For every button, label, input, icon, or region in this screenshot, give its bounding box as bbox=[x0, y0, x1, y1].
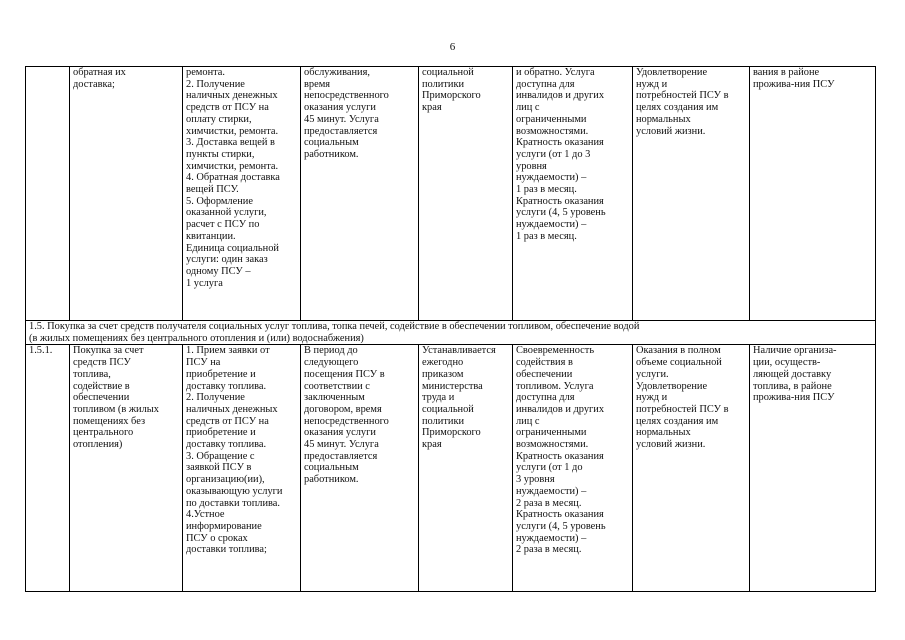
cell-text-line: Своевременность bbox=[516, 345, 595, 357]
cell-service-name bbox=[70, 345, 183, 592]
cell-text-line: топливом (в жилых bbox=[73, 403, 159, 415]
section-header-row bbox=[26, 321, 876, 345]
cell-text-line: нуждаемости) – bbox=[516, 532, 587, 544]
cell-text-line: доставка; bbox=[73, 78, 115, 90]
cell-text-line: политики bbox=[422, 78, 465, 90]
cell-text-line: целях создания им bbox=[636, 415, 719, 427]
cell-conditions bbox=[513, 67, 633, 321]
cell-text-line: квитанции. bbox=[186, 230, 236, 242]
cell-text-line: В период до bbox=[304, 345, 358, 357]
cell-text-line: ПСУ о сроках bbox=[186, 532, 248, 544]
cell-text-line: Устанавливается bbox=[422, 345, 496, 357]
cell-number: 1.5.1. bbox=[26, 345, 70, 592]
cell-text-line: труда и bbox=[422, 392, 455, 404]
cell-text-line: 4. Обратная доставка bbox=[186, 172, 280, 184]
cell-text-line: следующего bbox=[304, 357, 359, 369]
cell-text-line: края bbox=[422, 439, 442, 451]
cell-text-line: услуги: один заказ bbox=[186, 254, 268, 266]
cell-text-line: 1. Прием заявки от bbox=[186, 345, 270, 357]
cell-text-line: политики bbox=[422, 415, 465, 427]
cell-number bbox=[26, 67, 70, 321]
cell-text-line: работником. bbox=[304, 148, 359, 160]
section-header bbox=[26, 321, 876, 345]
table-row bbox=[26, 67, 876, 321]
cell-text-line: прожива-ния ПСУ bbox=[753, 392, 835, 404]
cell-service-time bbox=[301, 345, 419, 592]
cell-text-line: 2. Получение bbox=[186, 78, 245, 90]
cell-text-line: приказом bbox=[422, 368, 464, 380]
cell-evaluation bbox=[750, 67, 876, 321]
cell-text-line: 2 раза в месяц. bbox=[516, 497, 582, 509]
cell-tariff bbox=[419, 345, 513, 592]
cell-text-line: целях создания им bbox=[636, 102, 719, 114]
cell-text-line: время bbox=[304, 78, 331, 90]
cell-text-line: средств от ПСУ на bbox=[186, 102, 269, 114]
cell-text-line: социальной bbox=[422, 67, 474, 78]
cell-text-line: лиц с bbox=[516, 415, 540, 427]
section-header-line-2: (в жилых помещениях без центрального отопления и (или) водоснабжения) bbox=[29, 332, 364, 344]
cell-text-line: ПСУ на bbox=[186, 357, 221, 369]
cell-text-line: работником. bbox=[304, 474, 359, 486]
cell-text-line: непосредственного bbox=[304, 415, 389, 427]
cell-text-line: нормальных bbox=[636, 427, 691, 439]
cell-text-line: химчистки, ремонта. bbox=[186, 160, 279, 172]
cell-text-line: нужд и bbox=[636, 78, 668, 90]
cell-text-line: инвалидов и других bbox=[516, 90, 605, 102]
cell-text-line: ляющей доставку bbox=[753, 368, 832, 380]
cell-quality-indicators bbox=[633, 345, 750, 592]
cell-text-line: оказания услуги bbox=[304, 102, 376, 114]
cell-text-line: и обратно. Услуга bbox=[516, 67, 595, 78]
cell-service-content bbox=[183, 67, 301, 321]
cell-text-line: 4.Устное bbox=[186, 509, 225, 521]
cell-text-line: 3. Доставка вещей в bbox=[186, 137, 275, 149]
cell-text-line: уровня bbox=[516, 160, 547, 172]
cell-text-line: прожива-ния ПСУ bbox=[753, 78, 835, 90]
cell-text-line: ции, осуществ- bbox=[753, 357, 821, 369]
cell-text-line: заключенным bbox=[304, 392, 365, 404]
cell-text-line: заявкой ПСУ в bbox=[186, 462, 252, 474]
cell-text-line: наличных денежных bbox=[186, 403, 278, 415]
cell-text-line: оказания услуги bbox=[304, 427, 376, 439]
cell-text-line: оказывающую услуги bbox=[186, 485, 283, 497]
cell-text-line: 3. Обращение с bbox=[186, 450, 255, 462]
cell-text-line: топлива, bbox=[73, 368, 111, 380]
cell-text-line: нуждаемости) – bbox=[516, 485, 587, 497]
cell-text-line: 2 раза в месяц. bbox=[516, 544, 582, 556]
cell-text-line: доставку топлива. bbox=[186, 439, 267, 451]
cell-text-line: нуждаемости) – bbox=[516, 219, 587, 231]
cell-text-line: социальной bbox=[422, 403, 474, 415]
cell-service-time bbox=[301, 67, 419, 321]
cell-text-line: приобретение и bbox=[186, 427, 256, 439]
cell-text-line: ограниченными bbox=[516, 113, 587, 125]
cell-text-line: обратная их bbox=[73, 67, 126, 78]
cell-text-line: оплату стирки, bbox=[186, 113, 252, 125]
cell-text-line: помещениях без bbox=[73, 415, 146, 427]
cell-text-line: министерства bbox=[422, 380, 483, 392]
cell-text-line: Приморского bbox=[422, 427, 481, 439]
cell-text-line: доступна для bbox=[516, 392, 575, 404]
cell-text-line: условий жизни. bbox=[636, 439, 706, 451]
cell-text-line: по доставки топлива. bbox=[186, 497, 280, 509]
cell-conditions bbox=[513, 345, 633, 592]
cell-text-line: 45 минут. Услуга bbox=[304, 113, 379, 125]
cell-service-name bbox=[70, 67, 183, 321]
cell-text-line: химчистки, ремонта. bbox=[186, 125, 279, 137]
cell-text-line: ремонта. bbox=[186, 67, 226, 78]
cell-text-line: края bbox=[422, 102, 442, 114]
cell-text-line: нормальных bbox=[636, 113, 691, 125]
cell-text-line: 2. Получение bbox=[186, 392, 245, 404]
cell-text-line: топливом. Услуга bbox=[516, 380, 594, 392]
cell-text-line: услуги (4, 5 уровень bbox=[516, 520, 606, 532]
cell-text-line: Кратность оказания bbox=[516, 137, 604, 149]
cell-text-line: 45 минут. Услуга bbox=[304, 439, 379, 451]
cell-text-line: посещения ПСУ в bbox=[304, 368, 385, 380]
cell-text-line: доступна для bbox=[516, 78, 575, 90]
cell-text-line: потребностей ПСУ в bbox=[636, 90, 729, 102]
services-table bbox=[25, 66, 876, 592]
cell-text-line: одному ПСУ – bbox=[186, 265, 251, 277]
cell-text-line: Покупка за счет bbox=[73, 345, 144, 357]
cell-text-line: оказанной услуги, bbox=[186, 207, 267, 219]
cell-evaluation bbox=[750, 345, 876, 592]
table-row bbox=[26, 345, 876, 592]
cell-text-line: услуги (4, 5 уровень bbox=[516, 207, 606, 219]
cell-text-line: Кратность оказания bbox=[516, 195, 604, 207]
cell-text-line: услуги. bbox=[636, 368, 669, 380]
cell-text-line: содействия в bbox=[516, 357, 573, 369]
cell-text-line: Кратность оказания bbox=[516, 450, 604, 462]
cell-text-line: доставки топлива; bbox=[186, 544, 267, 556]
cell-text-line: вещей ПСУ. bbox=[186, 184, 239, 196]
cell-text-line: возможностями. bbox=[516, 125, 589, 137]
cell-text-line: Удовлетворение bbox=[636, 380, 708, 392]
cell-text-line: приобретение и bbox=[186, 368, 256, 380]
cell-text-line: отопления) bbox=[73, 439, 123, 451]
cell-text-line: договором, время bbox=[304, 403, 382, 415]
cell-text-line: социальным bbox=[304, 462, 359, 474]
cell-text-line: объеме социальной bbox=[636, 357, 722, 369]
cell-service-content bbox=[183, 345, 301, 592]
cell-text-line: наличных денежных bbox=[186, 90, 278, 102]
cell-text-line: обеспечении bbox=[516, 368, 573, 380]
cell-text-line: социальным bbox=[304, 137, 359, 149]
cell-text-line: предоставляется bbox=[304, 125, 378, 137]
cell-text-line: Приморского bbox=[422, 90, 481, 102]
cell-quality-indicators bbox=[633, 67, 750, 321]
cell-text-line: инвалидов и других bbox=[516, 403, 605, 415]
cell-text-line: непосредственного bbox=[304, 90, 389, 102]
page-number: 6 bbox=[449, 41, 456, 53]
cell-text-line: топлива, в районе bbox=[753, 380, 832, 392]
section-header-line-1: 1.5. Покупка за счет средств получателя социальных услуг топлива, топка печей, содействие в обеспечении топливом, обеспечение водой bbox=[29, 321, 640, 332]
cell-text-line: 1 раз в месяц. bbox=[516, 184, 577, 196]
cell-text-line: 3 уровня bbox=[516, 474, 555, 486]
cell-text-line: организацию(ии), bbox=[186, 474, 265, 486]
cell-text-line: ежегодно bbox=[422, 357, 464, 369]
cell-text-line: Наличие организа- bbox=[753, 345, 837, 357]
cell-text-line: 1 услуга bbox=[186, 277, 223, 289]
cell-text-line: содействие в bbox=[73, 380, 130, 392]
cell-text-line: Удовлетворение bbox=[636, 67, 708, 78]
cell-text-line: возможностями. bbox=[516, 439, 589, 451]
cell-text-line: Оказания в полном bbox=[636, 345, 721, 357]
cell-text-line: соответствии с bbox=[304, 380, 370, 392]
cell-text-line: Единица социальной bbox=[186, 242, 279, 254]
cell-text-line: пункты стирки, bbox=[186, 148, 255, 160]
cell-text-line: предоставляется bbox=[304, 450, 378, 462]
cell-tariff bbox=[419, 67, 513, 321]
cell-text-line: 5. Оформление bbox=[186, 195, 253, 207]
cell-text-line: услуги (от 1 до bbox=[516, 462, 583, 474]
cell-text-line: обеспечении bbox=[73, 392, 130, 404]
cell-text-line: нужд и bbox=[636, 392, 668, 404]
cell-text-line: доставку топлива. bbox=[186, 380, 267, 392]
cell-text-line: потребностей ПСУ в bbox=[636, 403, 729, 415]
cell-text-line: центрального bbox=[73, 427, 134, 439]
cell-text-line: ограниченными bbox=[516, 427, 587, 439]
cell-text-line: Кратность оказания bbox=[516, 509, 604, 521]
cell-text-line: вания в районе bbox=[753, 67, 820, 78]
cell-text-line: средств ПСУ bbox=[73, 357, 131, 369]
cell-text-line: условий жизни. bbox=[636, 125, 706, 137]
cell-text-line: информирование bbox=[186, 520, 262, 532]
cell-text-line: средств от ПСУ на bbox=[186, 415, 269, 427]
cell-text-line: нуждаемости) – bbox=[516, 172, 587, 184]
cell-text-line: 1 раз в месяц. bbox=[516, 230, 577, 242]
cell-text-line: лиц с bbox=[516, 102, 540, 114]
cell-text-line: расчет с ПСУ по bbox=[186, 219, 260, 231]
cell-text-line: услуги (от 1 до 3 bbox=[516, 148, 591, 160]
cell-text-line: обслуживания, bbox=[304, 67, 370, 78]
